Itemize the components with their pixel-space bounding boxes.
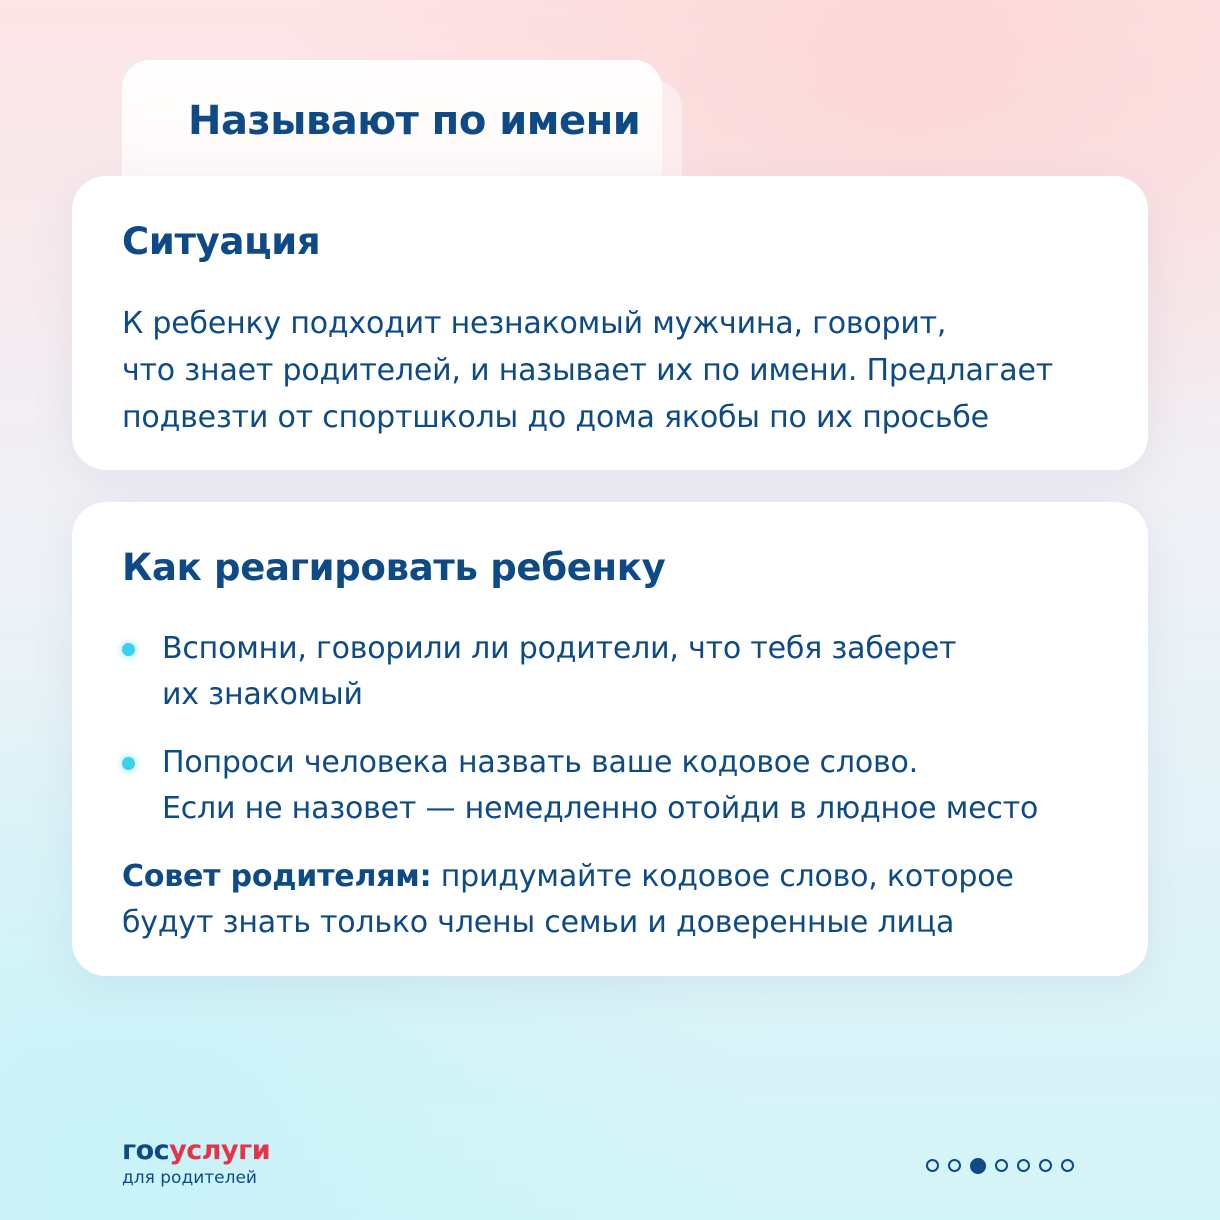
reaction-list xyxy=(122,626,1098,832)
pager-dot[interactable] xyxy=(1061,1159,1074,1172)
situation-heading: Ситуация xyxy=(122,220,321,263)
list-item xyxy=(122,740,1098,832)
page-title: Называют по имени xyxy=(188,98,641,144)
situation-text: К ребенку подходит незнакомый мужчина, говорит, что знает родителей, и называет их по имени. Предлагает подвезти от спортшколы до дома якобы по их просьбе xyxy=(122,306,1053,435)
parent-tip xyxy=(122,854,1098,946)
list-item xyxy=(122,626,1098,718)
slide-pager xyxy=(926,1159,1074,1174)
bullet-text: Вспомни, говорили ли родители, что тебя заберет их знакомый xyxy=(162,631,957,712)
logo-part-uslugi: услуги xyxy=(169,1135,271,1166)
logo-part-gos: гос xyxy=(122,1135,170,1166)
reaction-card xyxy=(72,502,1148,976)
bullet-dot-icon xyxy=(122,757,135,770)
pager-dot[interactable] xyxy=(995,1159,1008,1172)
gosuslugi-logo xyxy=(122,1136,270,1188)
pager-dot[interactable] xyxy=(1017,1159,1030,1172)
logo-wordmark xyxy=(122,1136,270,1166)
reaction-heading: Как реагировать ребенку xyxy=(122,546,666,589)
tip-label: Совет родителям: xyxy=(122,859,432,894)
bullet-text: Попроси человека назвать ваше кодовое слово. Если не назовет — немедленно отойди в людное место xyxy=(162,745,1039,826)
pager-dot[interactable] xyxy=(926,1159,939,1172)
bullet-dot-icon xyxy=(122,643,135,656)
logo-subtitle: для родителей xyxy=(122,1168,257,1188)
tip-text: придумайте кодовое слово, которое будут знать только члены семьи и доверенные лица xyxy=(122,859,1014,940)
situation-card xyxy=(72,176,1148,470)
pager-dot-active[interactable] xyxy=(970,1158,986,1174)
pager-dot[interactable] xyxy=(948,1159,961,1172)
pager-dot[interactable] xyxy=(1039,1159,1052,1172)
